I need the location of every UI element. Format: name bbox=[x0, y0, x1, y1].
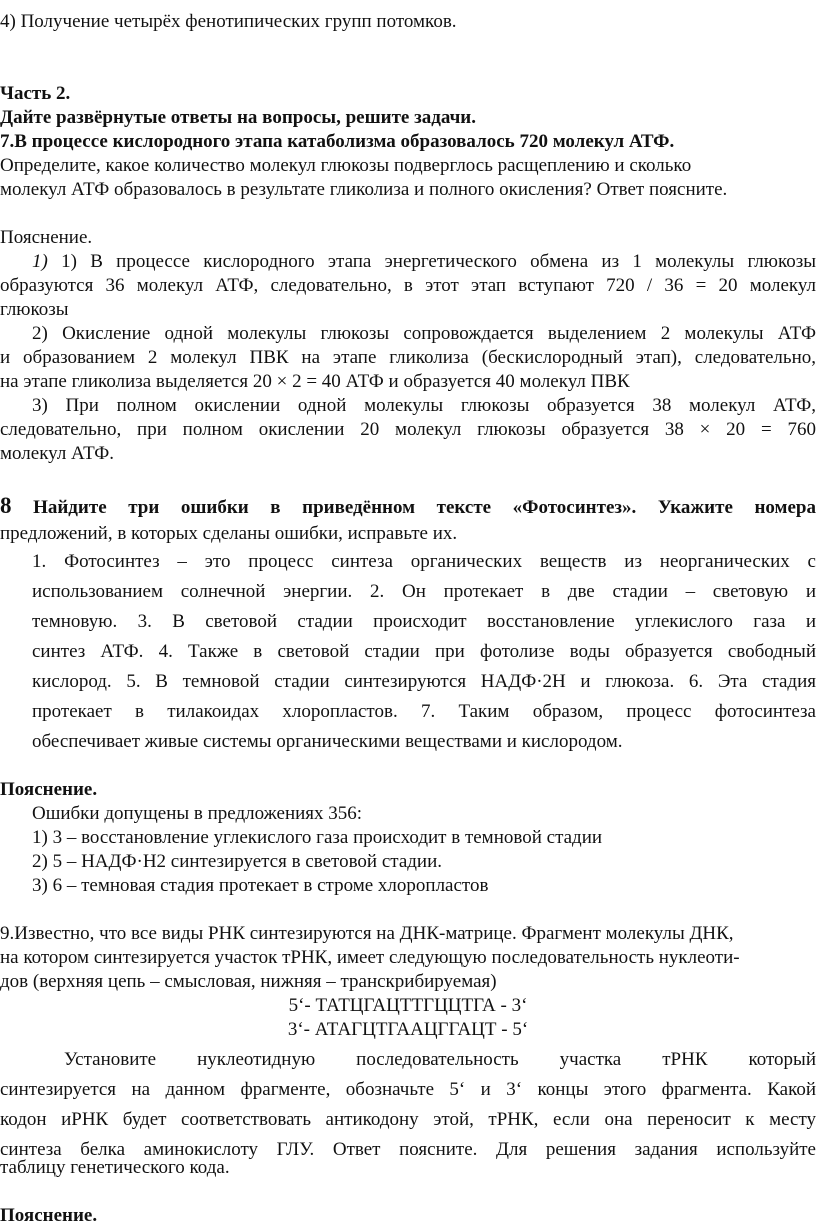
q8-number: 8 bbox=[0, 493, 12, 518]
q7-item1-line: глюкозы bbox=[0, 299, 69, 320]
q7-item2-line: и образованием 2 молекул ПВК на этапе гликолиза (бескислородный этап), следовательно, bbox=[0, 347, 816, 368]
q9-task-line: Установите нуклеотидную последовательность участка тРНК который bbox=[64, 1049, 816, 1070]
q9-intro-line: 9.Известно, что все виды РНК синтезируются на ДНК-матрице. Фрагмент молекулы ДНК, bbox=[0, 923, 734, 944]
q7-title: 7.В процессе кислородного этапа катаболизма образовалось 720 молекул АТФ. bbox=[0, 131, 675, 152]
q8-title: 8 Найдите три ошибки в приведённом тексте «Фотосинтез». Укажите номера bbox=[0, 493, 816, 518]
q8-answer-line: Ошибки допущены в предложениях 356: bbox=[32, 803, 363, 824]
q8-text-line: синтез АТФ. 4. Также в световой стадии при фотолизе воды образуется свободный bbox=[32, 641, 816, 662]
q7-item3-line: 3) При полном окислении одной молекулы глюкозы образуется 38 молекул АТФ, bbox=[32, 395, 816, 416]
part2-instruction: Дайте развёрнутые ответы на вопросы, решите задачи. bbox=[0, 107, 477, 128]
q8-title-cont: предложений, в которых сделаны ошибки, исправьте их. bbox=[0, 523, 458, 544]
dna-bottom-strand: 3‘- АТАГЦТГААЦГГАЦТ - 5‘ bbox=[287, 1019, 529, 1040]
q9-intro-line: дов (верхняя цепь – смысловая, нижняя – транскрибируемая) bbox=[0, 971, 497, 992]
q9-task-line: синтеза белка аминокислоту ГЛУ. Ответ поясните. Для решения задания используйте bbox=[0, 1139, 816, 1160]
q7-item1-marker: 1) bbox=[32, 251, 48, 272]
q7-body-line: молекул АТФ образовалось в результате гликолиза и полного окисления? Ответ поясните. bbox=[0, 179, 728, 200]
q7-item2-line: 2) Окисление одной молекулы глюкозы сопровождается выделением 2 молекулы АТФ bbox=[32, 323, 816, 344]
q9-task-line: кодон иРНК будет соответствовать антикодону этой, тРНК, если она переносит к месту bbox=[0, 1109, 816, 1130]
q8-text-line: использованием солнечной энергии. 2. Он протекает в две стадии – световую и bbox=[32, 581, 816, 602]
answer-option-4: 4) Получение четырёх фенотипических групп потомков. bbox=[0, 11, 457, 32]
q9-intro-line: на котором синтезируется участок тРНК, имеет следующую последовательность нуклеоти- bbox=[0, 947, 740, 968]
q9-task-line: таблицу генетического кода. bbox=[0, 1157, 230, 1178]
q7-item1-line: образуются 36 молекул АТФ, следовательно, в этот этап вступают 720 / 36 = 20 молекул bbox=[0, 275, 816, 296]
q9-explanation-label: Пояснение. bbox=[0, 1205, 98, 1226]
q8-text-line: кислород. 5. В темновой стадии синтезируются НАДФ·2Н и глюкоза. 6. Эта стадия bbox=[32, 671, 816, 692]
q7-item3-line: следовательно, при полном окислении 20 молекул глюкозы образуется 38 × 20 = 760 bbox=[0, 419, 816, 440]
part2-heading: Часть 2. bbox=[0, 83, 71, 104]
q7-explanation-label: Пояснение. bbox=[0, 227, 93, 248]
q9-task-line: синтезируется на данном фрагменте, обозначьте 5‘ и 3‘ концы этого фрагмента. Какой bbox=[0, 1079, 816, 1100]
q8-text-line: темновую. 3. В световой стадии происходит восстановление углекислого газа и bbox=[32, 611, 816, 632]
q8-text-line: протекает в тилакоидах хлоропластов. 7. Таким образом, процесс фотосинтеза bbox=[32, 701, 816, 722]
q7-item3-line: молекул АТФ. bbox=[0, 443, 115, 464]
q7-item2-line: на этапе гликолиза выделяется 20 × 2 = 40 АТФ и образуется 40 молекул ПВК bbox=[0, 371, 630, 392]
q8-text-line: 1. Фотосинтез – это процесс синтеза органических веществ из неорганических с bbox=[32, 551, 816, 572]
q8-answer-line: 3) 6 – темновая стадия протекает в строме хлоропластов bbox=[32, 875, 489, 896]
q8-text-line: обеспечивает живые системы органическими веществами и кислородом. bbox=[32, 731, 623, 752]
q8-answer-line: 1) 3 – восстановление углекислого газа происходит в темновой стадии bbox=[32, 827, 603, 848]
q7-body-line: Определите, какое количество молекул глюкозы подверглось расщеплению и сколько bbox=[0, 155, 692, 176]
q8-explanation-label: Пояснение. bbox=[0, 779, 98, 800]
q7-item1-line: 1) 1) В процессе кислородного этапа энергетического обмена из 1 молекулы глюкозы bbox=[32, 251, 816, 272]
q8-answer-line: 2) 5 – НАДФ·Н2 синтезируется в световой стадии. bbox=[32, 851, 443, 872]
dna-top-strand: 5‘- ТАТЦГАЦТТГЦЦТГА - 3‘ bbox=[288, 995, 528, 1016]
